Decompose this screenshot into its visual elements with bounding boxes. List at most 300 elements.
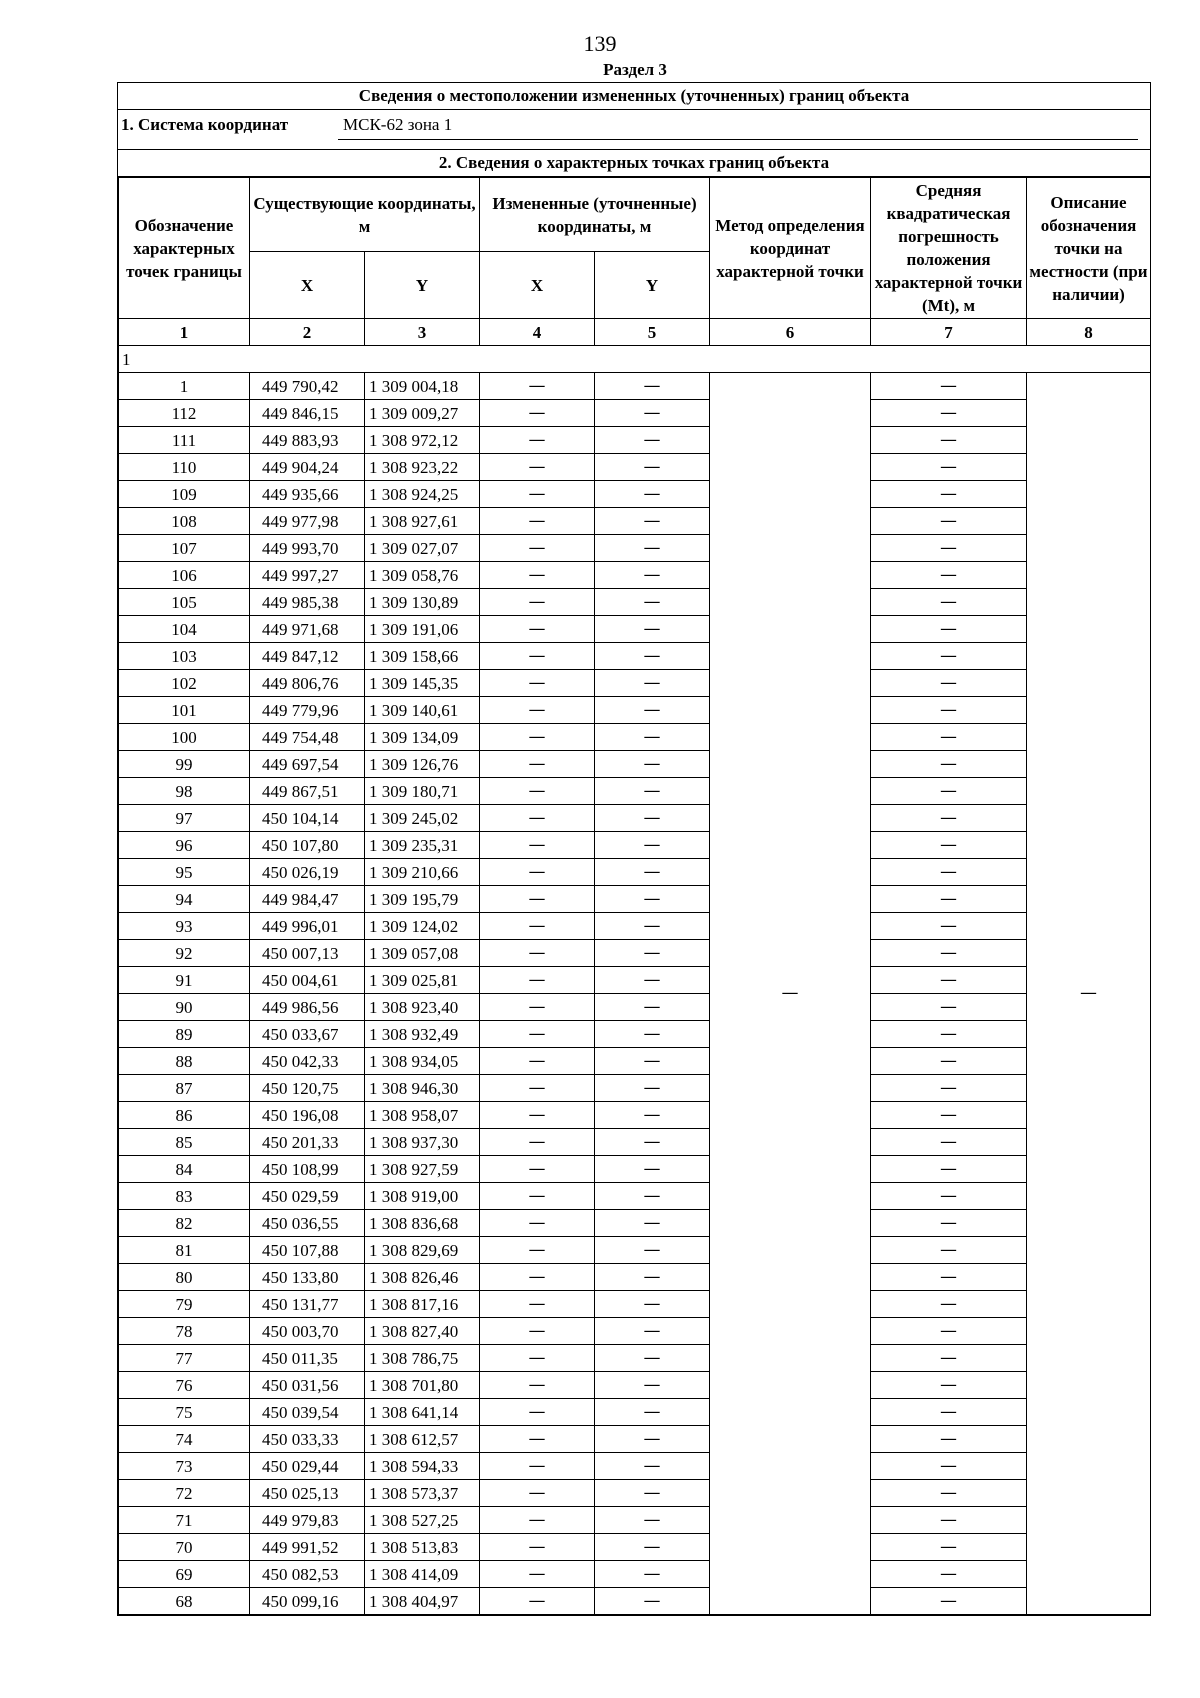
table-row [119,778,1151,805]
existing-y: 1 309 145,35 [365,670,480,697]
point-number: 69 [119,1561,250,1588]
point-number: 89 [119,1021,250,1048]
existing-x: 449 984,47 [250,886,365,913]
changed-x: — [480,1129,595,1156]
changed-y: — [595,1129,710,1156]
table-row [119,1345,1151,1372]
existing-x: 450 042,33 [250,1048,365,1075]
description-merged-cell: — [1027,373,1151,1615]
error-value: — [871,1480,1027,1507]
column-number: 8 [1027,319,1151,346]
existing-y: 1 309 130,89 [365,589,480,616]
changed-x: — [480,1210,595,1237]
point-number: 68 [119,1588,250,1615]
changed-x: — [480,1183,595,1210]
changed-y: — [595,1156,710,1183]
error-value: — [871,1318,1027,1345]
changed-y: — [595,1372,710,1399]
existing-x: 449 779,96 [250,697,365,724]
existing-x: 449 991,52 [250,1534,365,1561]
point-number: 86 [119,1102,250,1129]
error-value: — [871,1183,1027,1210]
header-existing-y: Y [365,252,480,319]
error-value: — [871,1264,1027,1291]
existing-y: 1 309 158,66 [365,643,480,670]
column-number: 4 [480,319,595,346]
changed-x: — [480,454,595,481]
table-row [119,1048,1151,1075]
changed-y: — [595,400,710,427]
changed-y: — [595,967,710,994]
changed-x: — [480,913,595,940]
changed-x: — [480,1426,595,1453]
error-value: — [871,535,1027,562]
changed-y: — [595,508,710,535]
changed-y: — [595,1318,710,1345]
table-row [119,616,1151,643]
error-value: — [871,1399,1027,1426]
error-value: — [871,1048,1027,1075]
points-info-title: 2. Сведения о характерных точках границ объекта [118,150,1150,177]
existing-x: 450 026,19 [250,859,365,886]
existing-y: 1 309 027,07 [365,535,480,562]
changed-x: — [480,535,595,562]
existing-y: 1 308 826,46 [365,1264,480,1291]
point-number: 76 [119,1372,250,1399]
existing-x: 449 806,76 [250,670,365,697]
error-value: — [871,1561,1027,1588]
table-row [119,1156,1151,1183]
changed-x: — [480,805,595,832]
point-number: 73 [119,1453,250,1480]
table-row [119,427,1151,454]
existing-y: 1 308 937,30 [365,1129,480,1156]
changed-y: — [595,859,710,886]
existing-y: 1 308 836,68 [365,1210,480,1237]
table-row [119,724,1151,751]
changed-y: — [595,1453,710,1480]
existing-x: 450 082,53 [250,1561,365,1588]
existing-x: 450 120,75 [250,1075,365,1102]
existing-x: 450 039,54 [250,1399,365,1426]
point-number: 70 [119,1534,250,1561]
existing-x: 449 790,42 [250,373,365,400]
header-changed-x: X [480,252,595,319]
error-value: — [871,454,1027,481]
changed-y: — [595,832,710,859]
error-value: — [871,643,1027,670]
existing-x: 450 033,67 [250,1021,365,1048]
point-number: 97 [119,805,250,832]
header-existing-x: X [250,252,365,319]
existing-x: 449 697,54 [250,751,365,778]
table-row [119,589,1151,616]
existing-x: 450 025,13 [250,1480,365,1507]
existing-y: 1 309 195,79 [365,886,480,913]
point-number: 83 [119,1183,250,1210]
error-value: — [871,832,1027,859]
existing-y: 1 308 786,75 [365,1345,480,1372]
existing-x: 449 993,70 [250,535,365,562]
changed-y: — [595,616,710,643]
table-row [119,1183,1151,1210]
existing-x: 450 201,33 [250,1129,365,1156]
existing-x: 450 133,80 [250,1264,365,1291]
error-value: — [871,373,1027,400]
point-number: 94 [119,886,250,913]
changed-x: — [480,886,595,913]
changed-y: — [595,940,710,967]
changed-x: — [480,373,595,400]
error-value: — [871,1507,1027,1534]
table-row [119,832,1151,859]
point-number: 110 [119,454,250,481]
existing-y: 1 308 594,33 [365,1453,480,1480]
point-number: 92 [119,940,250,967]
changed-x: — [480,859,595,886]
error-value: — [871,616,1027,643]
column-number: 5 [595,319,710,346]
changed-y: — [595,805,710,832]
table-row [119,751,1151,778]
table-row [119,913,1151,940]
header-designation: Обозначение характерных точек границы [119,178,250,319]
existing-y: 1 309 057,08 [365,940,480,967]
error-value: — [871,697,1027,724]
table-row [119,535,1151,562]
changed-y: — [595,373,710,400]
existing-x: 450 031,56 [250,1372,365,1399]
changed-x: — [480,1372,595,1399]
error-value: — [871,1372,1027,1399]
changed-y: — [595,562,710,589]
points-table [118,177,1151,1615]
error-value: — [871,886,1027,913]
existing-y: 1 308 414,09 [365,1561,480,1588]
existing-x: 449 996,01 [250,913,365,940]
point-number: 81 [119,1237,250,1264]
point-number: 96 [119,832,250,859]
error-value: — [871,805,1027,832]
error-value: — [871,427,1027,454]
existing-y: 1 309 245,02 [365,805,480,832]
existing-y: 1 309 126,76 [365,751,480,778]
changed-x: — [480,427,595,454]
changed-x: — [480,994,595,1021]
point-number: 74 [119,1426,250,1453]
error-value: — [871,778,1027,805]
existing-x: 449 935,66 [250,481,365,508]
changed-x: — [480,1048,595,1075]
existing-y: 1 308 924,25 [365,481,480,508]
existing-x: 450 036,55 [250,1210,365,1237]
point-number: 85 [119,1129,250,1156]
point-number: 108 [119,508,250,535]
error-value: — [871,1156,1027,1183]
changed-x: — [480,508,595,535]
changed-y: — [595,1399,710,1426]
changed-x: — [480,589,595,616]
point-number: 112 [119,400,250,427]
error-value: — [871,1129,1027,1156]
changed-x: — [480,1075,595,1102]
point-number: 71 [119,1507,250,1534]
point-number: 87 [119,1075,250,1102]
existing-y: 1 308 958,07 [365,1102,480,1129]
changed-x: — [480,1588,595,1615]
changed-y: — [595,913,710,940]
existing-y: 1 308 817,16 [365,1291,480,1318]
error-value: — [871,1588,1027,1615]
point-number: 98 [119,778,250,805]
table-row [119,967,1151,994]
header-changed-coords: Измененные (уточненные) координаты, м [480,178,710,252]
table-row [119,1075,1151,1102]
changed-y: — [595,643,710,670]
table-row [119,1534,1151,1561]
header-error: Средняя квадратическая погрешность положения характерной точки (Mt), м [871,178,1027,319]
table-row [119,805,1151,832]
table-row [119,643,1151,670]
point-number: 104 [119,616,250,643]
point-number: 84 [119,1156,250,1183]
error-value: — [871,1075,1027,1102]
table-row [119,1372,1151,1399]
table-row [119,1021,1151,1048]
existing-y: 1 308 701,80 [365,1372,480,1399]
existing-x: 450 004,61 [250,967,365,994]
changed-x: — [480,1318,595,1345]
changed-y: — [595,1588,710,1615]
changed-y: — [595,1210,710,1237]
section-title: Раздел 3 [603,60,667,79]
changed-x: — [480,1453,595,1480]
table-row [119,454,1151,481]
changed-y: — [595,1291,710,1318]
error-value: — [871,1534,1027,1561]
table-row [119,1102,1151,1129]
error-value: — [871,994,1027,1021]
existing-y: 1 309 009,27 [365,400,480,427]
column-number: 1 [119,319,250,346]
changed-x: — [480,697,595,724]
table-row [119,670,1151,697]
method-merged-cell: — [710,373,871,1615]
existing-y: 1 309 191,06 [365,616,480,643]
table-row [119,859,1151,886]
changed-y: — [595,1102,710,1129]
error-value: — [871,562,1027,589]
error-value: — [871,724,1027,751]
changed-x: — [480,1399,595,1426]
point-number: 90 [119,994,250,1021]
table-row [119,1129,1151,1156]
table-row [119,886,1151,913]
column-number: 3 [365,319,480,346]
error-value: — [871,1345,1027,1372]
changed-y: — [595,886,710,913]
point-number: 75 [119,1399,250,1426]
changed-x: — [480,481,595,508]
existing-y: 1 308 927,59 [365,1156,480,1183]
changed-x: — [480,1291,595,1318]
error-value: — [871,751,1027,778]
existing-y: 1 308 513,83 [365,1534,480,1561]
error-value: — [871,967,1027,994]
point-number: 79 [119,1291,250,1318]
existing-x: 450 108,99 [250,1156,365,1183]
existing-x: 449 977,98 [250,508,365,535]
error-value: — [871,508,1027,535]
point-number: 105 [119,589,250,616]
table-row [119,1399,1151,1426]
coordinate-system-underline [338,139,1138,140]
changed-y: — [595,697,710,724]
changed-x: — [480,1345,595,1372]
point-number: 1 [119,373,250,400]
table-row [119,562,1151,589]
point-number: 101 [119,697,250,724]
boundary-sheet [117,82,1151,1616]
error-value: — [871,1102,1027,1129]
error-value: — [871,1237,1027,1264]
changed-x: — [480,1264,595,1291]
table-row [119,1318,1151,1345]
error-value: — [871,1453,1027,1480]
changed-y: — [595,481,710,508]
table-row [119,1426,1151,1453]
changed-x: — [480,1021,595,1048]
existing-x: 449 997,27 [250,562,365,589]
changed-y: — [595,1048,710,1075]
existing-y: 1 309 025,81 [365,967,480,994]
changed-x: — [480,1507,595,1534]
coordinate-system-label: 1. Система координат [121,115,289,134]
point-number: 103 [119,643,250,670]
point-number: 107 [119,535,250,562]
table-row [119,994,1151,1021]
existing-x: 450 003,70 [250,1318,365,1345]
changed-y: — [595,535,710,562]
existing-x: 450 007,13 [250,940,365,967]
existing-y: 1 308 829,69 [365,1237,480,1264]
error-value: — [871,400,1027,427]
changed-y: — [595,1075,710,1102]
changed-y: — [595,1021,710,1048]
changed-x: — [480,616,595,643]
table-row [119,1210,1151,1237]
existing-x: 449 883,93 [250,427,365,454]
existing-x: 450 131,77 [250,1291,365,1318]
table-row [119,1588,1151,1615]
changed-y: — [595,670,710,697]
table-row [119,1561,1151,1588]
existing-y: 1 308 932,49 [365,1021,480,1048]
error-value: — [871,1210,1027,1237]
changed-x: — [480,670,595,697]
table-row [119,481,1151,508]
page-number: 139 [583,31,617,56]
point-number: 102 [119,670,250,697]
error-value: — [871,1426,1027,1453]
existing-x: 450 011,35 [250,1345,365,1372]
changed-x: — [480,400,595,427]
changed-y: — [595,454,710,481]
existing-x: 450 196,08 [250,1102,365,1129]
error-value: — [871,670,1027,697]
changed-y: — [595,1561,710,1588]
existing-y: 1 308 923,40 [365,994,480,1021]
existing-x: 449 867,51 [250,778,365,805]
changed-y: — [595,1534,710,1561]
point-number: 88 [119,1048,250,1075]
changed-x: — [480,832,595,859]
coordinate-system-value: МСК-62 зона 1 [343,115,453,134]
existing-y: 1 308 972,12 [365,427,480,454]
point-number: 93 [119,913,250,940]
changed-y: — [595,751,710,778]
existing-x: 449 986,56 [250,994,365,1021]
column-number: 7 [871,319,1027,346]
boundary-info-title: Сведения о местоположении измененных (уточненных) границ объекта [118,83,1150,110]
changed-y: — [595,1507,710,1534]
table-row [119,1453,1151,1480]
existing-y: 1 308 612,57 [365,1426,480,1453]
existing-x: 450 029,59 [250,1183,365,1210]
changed-x: — [480,1534,595,1561]
changed-y: — [595,1264,710,1291]
existing-x: 449 979,83 [250,1507,365,1534]
header-changed-y: Y [595,252,710,319]
changed-x: — [480,940,595,967]
existing-x: 450 029,44 [250,1453,365,1480]
changed-y: — [595,589,710,616]
changed-y: — [595,1183,710,1210]
existing-x: 449 754,48 [250,724,365,751]
changed-y: — [595,778,710,805]
error-value: — [871,859,1027,886]
existing-x: 449 847,12 [250,643,365,670]
table-row [119,400,1151,427]
existing-y: 1 309 124,02 [365,913,480,940]
error-value: — [871,913,1027,940]
table-row [119,1507,1151,1534]
column-number: 2 [250,319,365,346]
table-row [119,1480,1151,1507]
changed-y: — [595,1480,710,1507]
point-number: 91 [119,967,250,994]
existing-x: 450 104,14 [250,805,365,832]
existing-y: 1 308 827,40 [365,1318,480,1345]
existing-y: 1 308 919,00 [365,1183,480,1210]
existing-x: 449 971,68 [250,616,365,643]
table-row [119,373,1151,400]
point-number: 99 [119,751,250,778]
table-row [119,1291,1151,1318]
point-number: 109 [119,481,250,508]
changed-y: — [595,427,710,454]
table-row [119,1264,1151,1291]
point-number: 80 [119,1264,250,1291]
existing-y: 1 309 235,31 [365,832,480,859]
existing-y: 1 308 404,97 [365,1588,480,1615]
changed-x: — [480,643,595,670]
existing-x: 450 033,33 [250,1426,365,1453]
table-row [119,940,1151,967]
point-number: 82 [119,1210,250,1237]
error-value: — [871,481,1027,508]
point-number: 111 [119,427,250,454]
